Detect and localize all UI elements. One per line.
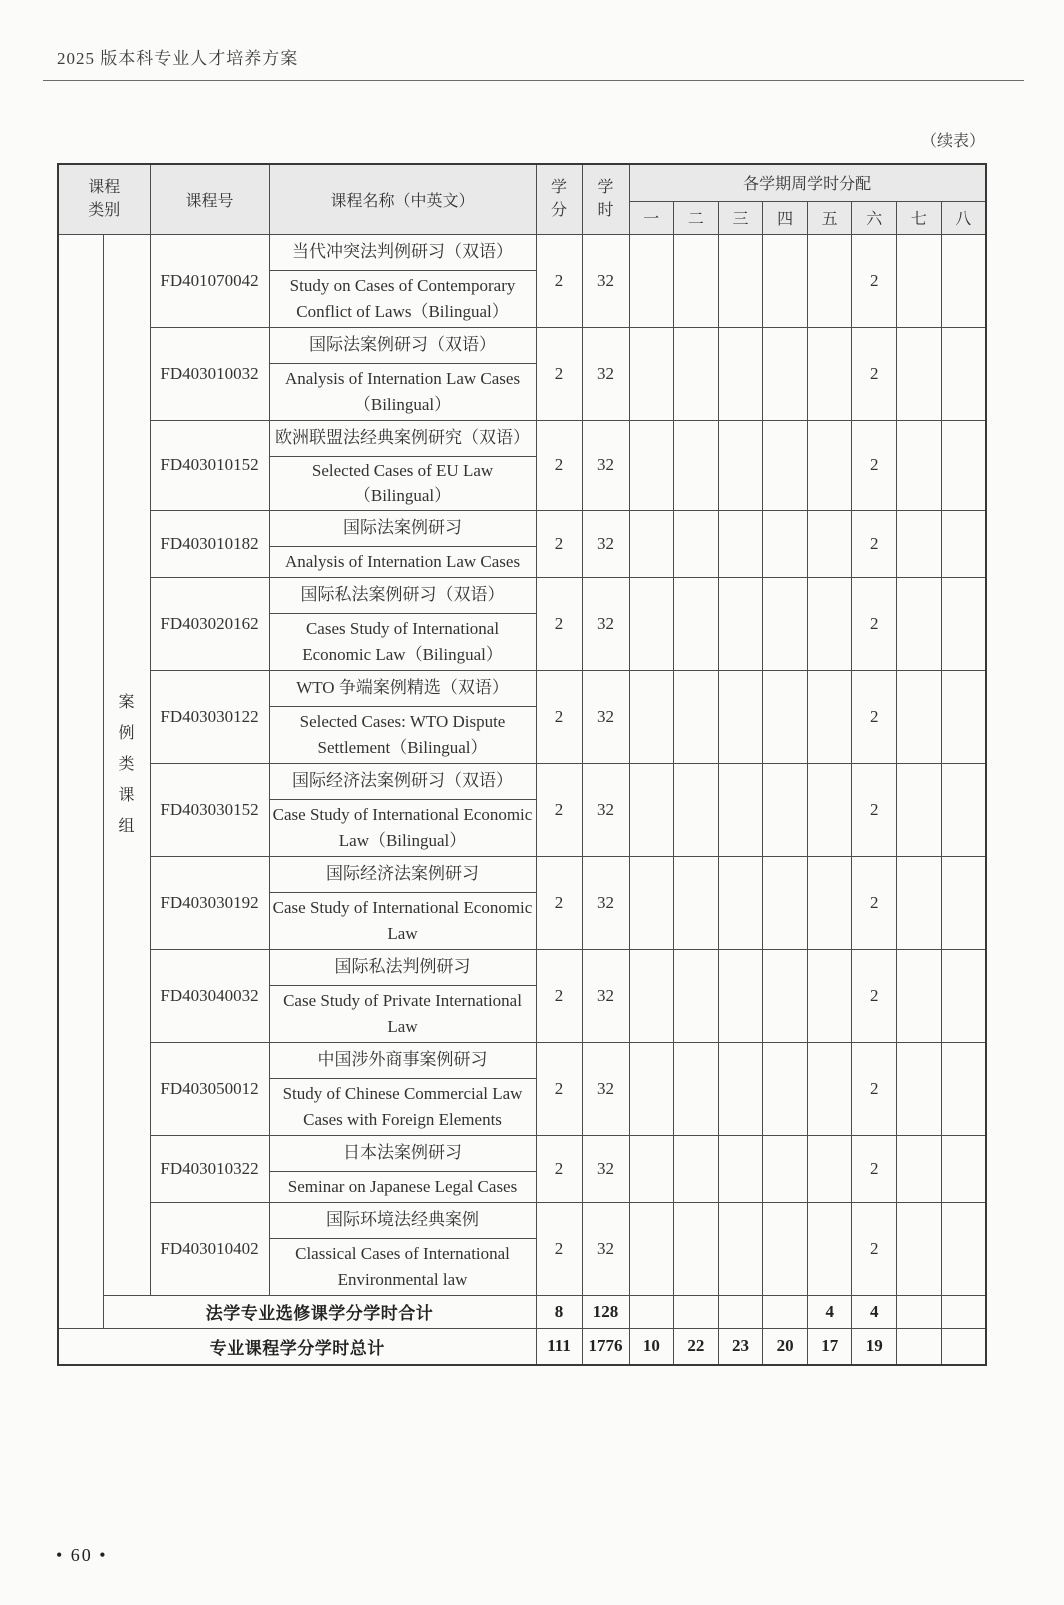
sem-cell-4 <box>763 856 808 949</box>
sem-cell-4 <box>763 1295 808 1328</box>
sem-cell-7 <box>897 949 942 1042</box>
sem-cell-2 <box>674 1202 719 1295</box>
course-name-en: Study on Cases of Contemporary Conflict of Laws（Bilingual） <box>269 270 536 327</box>
col-header-sem-5: 五 <box>807 201 852 234</box>
electives-total-label: 法学专业选修课学分学时合计 <box>103 1295 536 1328</box>
grand-total-label: 专业课程学分学时总计 <box>58 1328 536 1365</box>
course-code: FD403050012 <box>150 1042 269 1135</box>
course-code: FD403010152 <box>150 420 269 510</box>
course-row-cn <box>58 1135 986 1171</box>
col-header-allocation: 各学期周学时分配 <box>629 164 986 201</box>
col-header-credits: 学分 <box>536 164 582 234</box>
sem-cell-4: 20 <box>763 1328 808 1365</box>
credits-cell: 2 <box>536 577 582 670</box>
sem-cell-6: 4 <box>852 1295 897 1328</box>
sem-cell-8 <box>941 856 986 949</box>
sem-cell-8 <box>941 949 986 1042</box>
sem-cell-3 <box>718 1042 763 1135</box>
curriculum-table <box>57 163 987 1366</box>
hours-cell: 32 <box>582 1135 629 1202</box>
sem-cell-7 <box>897 670 942 763</box>
sem-cell-8 <box>941 670 986 763</box>
course-row-cn <box>58 949 986 985</box>
credits-cell: 2 <box>536 763 582 856</box>
course-row-cn <box>58 510 986 546</box>
sem-cell-1 <box>629 234 674 327</box>
sem-cell-5 <box>807 949 852 1042</box>
col-header-sem-1: 一 <box>629 201 674 234</box>
sem-cell-2 <box>674 1135 719 1202</box>
course-row-cn <box>58 1042 986 1078</box>
sem-cell-6: 2 <box>852 234 897 327</box>
sem-cell-8 <box>941 1295 986 1328</box>
sem-cell-5 <box>807 510 852 577</box>
hours-cell: 32 <box>582 1202 629 1295</box>
hours-cell: 32 <box>582 949 629 1042</box>
sem-cell-2 <box>674 234 719 327</box>
sem-cell-5 <box>807 856 852 949</box>
sem-cell-4 <box>763 327 808 420</box>
course-row-cn <box>58 234 986 270</box>
hours-cell: 32 <box>582 327 629 420</box>
sem-cell-3 <box>718 327 763 420</box>
table-header-row-1 <box>58 164 986 201</box>
course-code: FD401070042 <box>150 234 269 327</box>
sem-cell-4 <box>763 949 808 1042</box>
sem-cell-6: 2 <box>852 577 897 670</box>
sem-cell-8 <box>941 1042 986 1135</box>
col-header-sem-7: 七 <box>897 201 942 234</box>
sem-cell-5 <box>807 234 852 327</box>
sem-cell-5 <box>807 1042 852 1135</box>
course-name-cn: 当代冲突法判例研习（双语） <box>269 234 536 270</box>
sem-cell-8 <box>941 510 986 577</box>
sem-cell-5 <box>807 577 852 670</box>
sem-cell-4 <box>763 420 808 510</box>
grand-total-credits: 111 <box>536 1328 582 1365</box>
sem-cell-8 <box>941 577 986 670</box>
sem-cell-3 <box>718 856 763 949</box>
electives-total-hours: 128 <box>582 1295 629 1328</box>
sem-cell-6: 2 <box>852 670 897 763</box>
credits-cell: 2 <box>536 1202 582 1295</box>
course-row-cn <box>58 763 986 799</box>
electives-total-credits: 8 <box>536 1295 582 1328</box>
course-name-en: Selected Cases of EU Law（Bilingual） <box>269 456 536 510</box>
sem-cell-5 <box>807 420 852 510</box>
sem-cell-1 <box>629 420 674 510</box>
sem-cell-8 <box>941 327 986 420</box>
sem-cell-3 <box>718 763 763 856</box>
course-name-cn: 欧洲联盟法经典案例研究（双语） <box>269 420 536 456</box>
course-code: FD403010182 <box>150 510 269 577</box>
course-row-cn <box>58 327 986 363</box>
sem-cell-3 <box>718 420 763 510</box>
category-spacer-cell <box>58 234 103 1328</box>
credits-cell: 2 <box>536 510 582 577</box>
sem-cell-8 <box>941 763 986 856</box>
sem-cell-1 <box>629 577 674 670</box>
sem-cell-3 <box>718 1295 763 1328</box>
sem-cell-8 <box>941 1135 986 1202</box>
course-name-en: Cases Study of International Economic Law（Bilingual） <box>269 613 536 670</box>
sem-cell-2 <box>674 577 719 670</box>
course-name-en: Classical Cases of International Environmental law <box>269 1238 536 1295</box>
sem-cell-6: 2 <box>852 856 897 949</box>
sem-cell-2 <box>674 763 719 856</box>
course-name-en: Case Study of International Economic Law（Bilingual） <box>269 799 536 856</box>
credits-cell: 2 <box>536 670 582 763</box>
sem-cell-7 <box>897 1328 942 1365</box>
credits-cell: 2 <box>536 1042 582 1135</box>
sem-cell-2 <box>674 856 719 949</box>
hours-cell: 32 <box>582 1042 629 1135</box>
sem-cell-6: 2 <box>852 1042 897 1135</box>
sem-cell-8 <box>941 234 986 327</box>
sem-cell-3 <box>718 1202 763 1295</box>
sem-cell-8 <box>941 1328 986 1365</box>
sem-cell-5 <box>807 327 852 420</box>
credits-cell: 2 <box>536 1135 582 1202</box>
course-row-cn <box>58 1202 986 1238</box>
credits-cell: 2 <box>536 856 582 949</box>
sem-cell-7 <box>897 327 942 420</box>
sem-cell-1 <box>629 327 674 420</box>
sem-cell-2 <box>674 327 719 420</box>
hours-cell: 32 <box>582 577 629 670</box>
course-name-cn: 国际法案例研习 <box>269 510 536 546</box>
sem-cell-7 <box>897 420 942 510</box>
sem-cell-5 <box>807 670 852 763</box>
credits-cell: 2 <box>536 234 582 327</box>
course-group-cell <box>103 234 150 1295</box>
hours-cell: 32 <box>582 670 629 763</box>
page-number: • 60 • <box>56 1545 108 1565</box>
col-header-sem-4: 四 <box>763 201 808 234</box>
course-name-en: Analysis of Internation Law Cases <box>269 546 536 577</box>
sem-cell-1 <box>629 949 674 1042</box>
sem-cell-5 <box>807 1202 852 1295</box>
sem-cell-6: 2 <box>852 420 897 510</box>
course-name-cn: 国际环境法经典案例 <box>269 1202 536 1238</box>
sem-cell-2 <box>674 670 719 763</box>
header-rule <box>43 80 1024 81</box>
sem-cell-5 <box>807 1135 852 1202</box>
course-code: FD403040032 <box>150 949 269 1042</box>
doc-title: 2025 版本科专业人才培养方案 <box>57 49 299 68</box>
sem-cell-2 <box>674 420 719 510</box>
sem-cell-7 <box>897 1295 942 1328</box>
sem-cell-4 <box>763 510 808 577</box>
sem-cell-5: 17 <box>807 1328 852 1365</box>
col-header-sem-2: 二 <box>674 201 719 234</box>
sem-cell-1 <box>629 763 674 856</box>
course-name-cn: 日本法案例研习 <box>269 1135 536 1171</box>
sem-cell-6: 2 <box>852 510 897 577</box>
sem-cell-7 <box>897 763 942 856</box>
course-code: FD403010032 <box>150 327 269 420</box>
sem-cell-6: 2 <box>852 1202 897 1295</box>
sem-cell-2 <box>674 949 719 1042</box>
sem-cell-4 <box>763 577 808 670</box>
sem-cell-8 <box>941 1202 986 1295</box>
sem-cell-3 <box>718 1135 763 1202</box>
course-group-label: 案例类课组 <box>118 693 135 836</box>
sem-cell-3 <box>718 510 763 577</box>
col-header-category: 课程类别 <box>58 164 150 234</box>
col-header-sem-8: 八 <box>941 201 986 234</box>
sem-cell-1 <box>629 1042 674 1135</box>
sem-cell-1 <box>629 510 674 577</box>
course-code: FD403030122 <box>150 670 269 763</box>
course-code: FD403010402 <box>150 1202 269 1295</box>
sem-cell-2 <box>674 1042 719 1135</box>
course-name-en: Selected Cases: WTO Dispute Settlement（Bilingual） <box>269 706 536 763</box>
sem-cell-7 <box>897 1135 942 1202</box>
sem-cell-4 <box>763 1135 808 1202</box>
sem-cell-1 <box>629 1202 674 1295</box>
sem-cell-4 <box>763 670 808 763</box>
course-name-en: Analysis of Internation Law Cases（Bilingual） <box>269 363 536 420</box>
sem-cell-5: 4 <box>807 1295 852 1328</box>
sem-cell-6: 2 <box>852 949 897 1042</box>
course-name-cn: 中国涉外商事案例研习 <box>269 1042 536 1078</box>
sem-cell-7 <box>897 1202 942 1295</box>
sem-cell-4 <box>763 234 808 327</box>
sem-cell-1 <box>629 856 674 949</box>
course-row-cn <box>58 856 986 892</box>
col-header-code: 课程号 <box>150 164 269 234</box>
sem-cell-7 <box>897 234 942 327</box>
sem-cell-7 <box>897 1042 942 1135</box>
sem-cell-3 <box>718 234 763 327</box>
sem-cell-3 <box>718 577 763 670</box>
course-name-cn: 国际经济法案例研习 <box>269 856 536 892</box>
col-header-name: 课程名称（中英文） <box>269 164 536 234</box>
course-name-cn: WTO 争端案例精选（双语） <box>269 670 536 706</box>
course-name-en: Study of Chinese Commercial Law Cases with Foreign Elements <box>269 1078 536 1135</box>
course-name-en: Case Study of International Economic Law <box>269 892 536 949</box>
hours-cell: 32 <box>582 510 629 577</box>
hours-cell: 32 <box>582 420 629 510</box>
sem-cell-6: 2 <box>852 1135 897 1202</box>
sem-cell-8 <box>941 420 986 510</box>
course-name-cn: 国际私法判例研习 <box>269 949 536 985</box>
sem-cell-7 <box>897 856 942 949</box>
course-code: FD403030192 <box>150 856 269 949</box>
sem-cell-2: 22 <box>674 1328 719 1365</box>
grand-total-row <box>58 1328 986 1365</box>
col-header-sem-3: 三 <box>718 201 763 234</box>
sem-cell-4 <box>763 1042 808 1135</box>
sem-cell-7 <box>897 577 942 670</box>
sem-cell-2 <box>674 1295 719 1328</box>
sem-cell-1 <box>629 1135 674 1202</box>
course-name-cn: 国际私法案例研习（双语） <box>269 577 536 613</box>
credits-cell: 2 <box>536 327 582 420</box>
sem-cell-6: 19 <box>852 1328 897 1365</box>
continued-table-note: （续表） <box>920 133 985 150</box>
sem-cell-6: 2 <box>852 763 897 856</box>
credits-cell: 2 <box>536 949 582 1042</box>
sem-cell-1 <box>629 670 674 763</box>
hours-cell: 32 <box>582 234 629 327</box>
sem-cell-1: 10 <box>629 1328 674 1365</box>
sem-cell-5 <box>807 763 852 856</box>
sem-cell-3: 23 <box>718 1328 763 1365</box>
sem-cell-4 <box>763 763 808 856</box>
course-name-cn: 国际经济法案例研习（双语） <box>269 763 536 799</box>
course-name-en: Case Study of Private International Law <box>269 985 536 1042</box>
credits-cell: 2 <box>536 420 582 510</box>
sem-cell-3 <box>718 670 763 763</box>
hours-cell: 32 <box>582 856 629 949</box>
course-code: FD403030152 <box>150 763 269 856</box>
course-row-cn <box>58 670 986 706</box>
sem-cell-1 <box>629 1295 674 1328</box>
grand-total-hours: 1776 <box>582 1328 629 1365</box>
col-header-sem-6: 六 <box>852 201 897 234</box>
course-name-en: Seminar on Japanese Legal Cases <box>269 1171 536 1202</box>
course-row-cn <box>58 420 986 456</box>
hours-cell: 32 <box>582 763 629 856</box>
sem-cell-3 <box>718 949 763 1042</box>
sem-cell-4 <box>763 1202 808 1295</box>
course-code: FD403020162 <box>150 577 269 670</box>
electives-total-row <box>58 1295 986 1328</box>
col-header-hours: 学时 <box>582 164 629 234</box>
sem-cell-2 <box>674 510 719 577</box>
course-row-cn <box>58 577 986 613</box>
sem-cell-6: 2 <box>852 327 897 420</box>
course-name-cn: 国际法案例研习（双语） <box>269 327 536 363</box>
course-code: FD403010322 <box>150 1135 269 1202</box>
sem-cell-7 <box>897 510 942 577</box>
